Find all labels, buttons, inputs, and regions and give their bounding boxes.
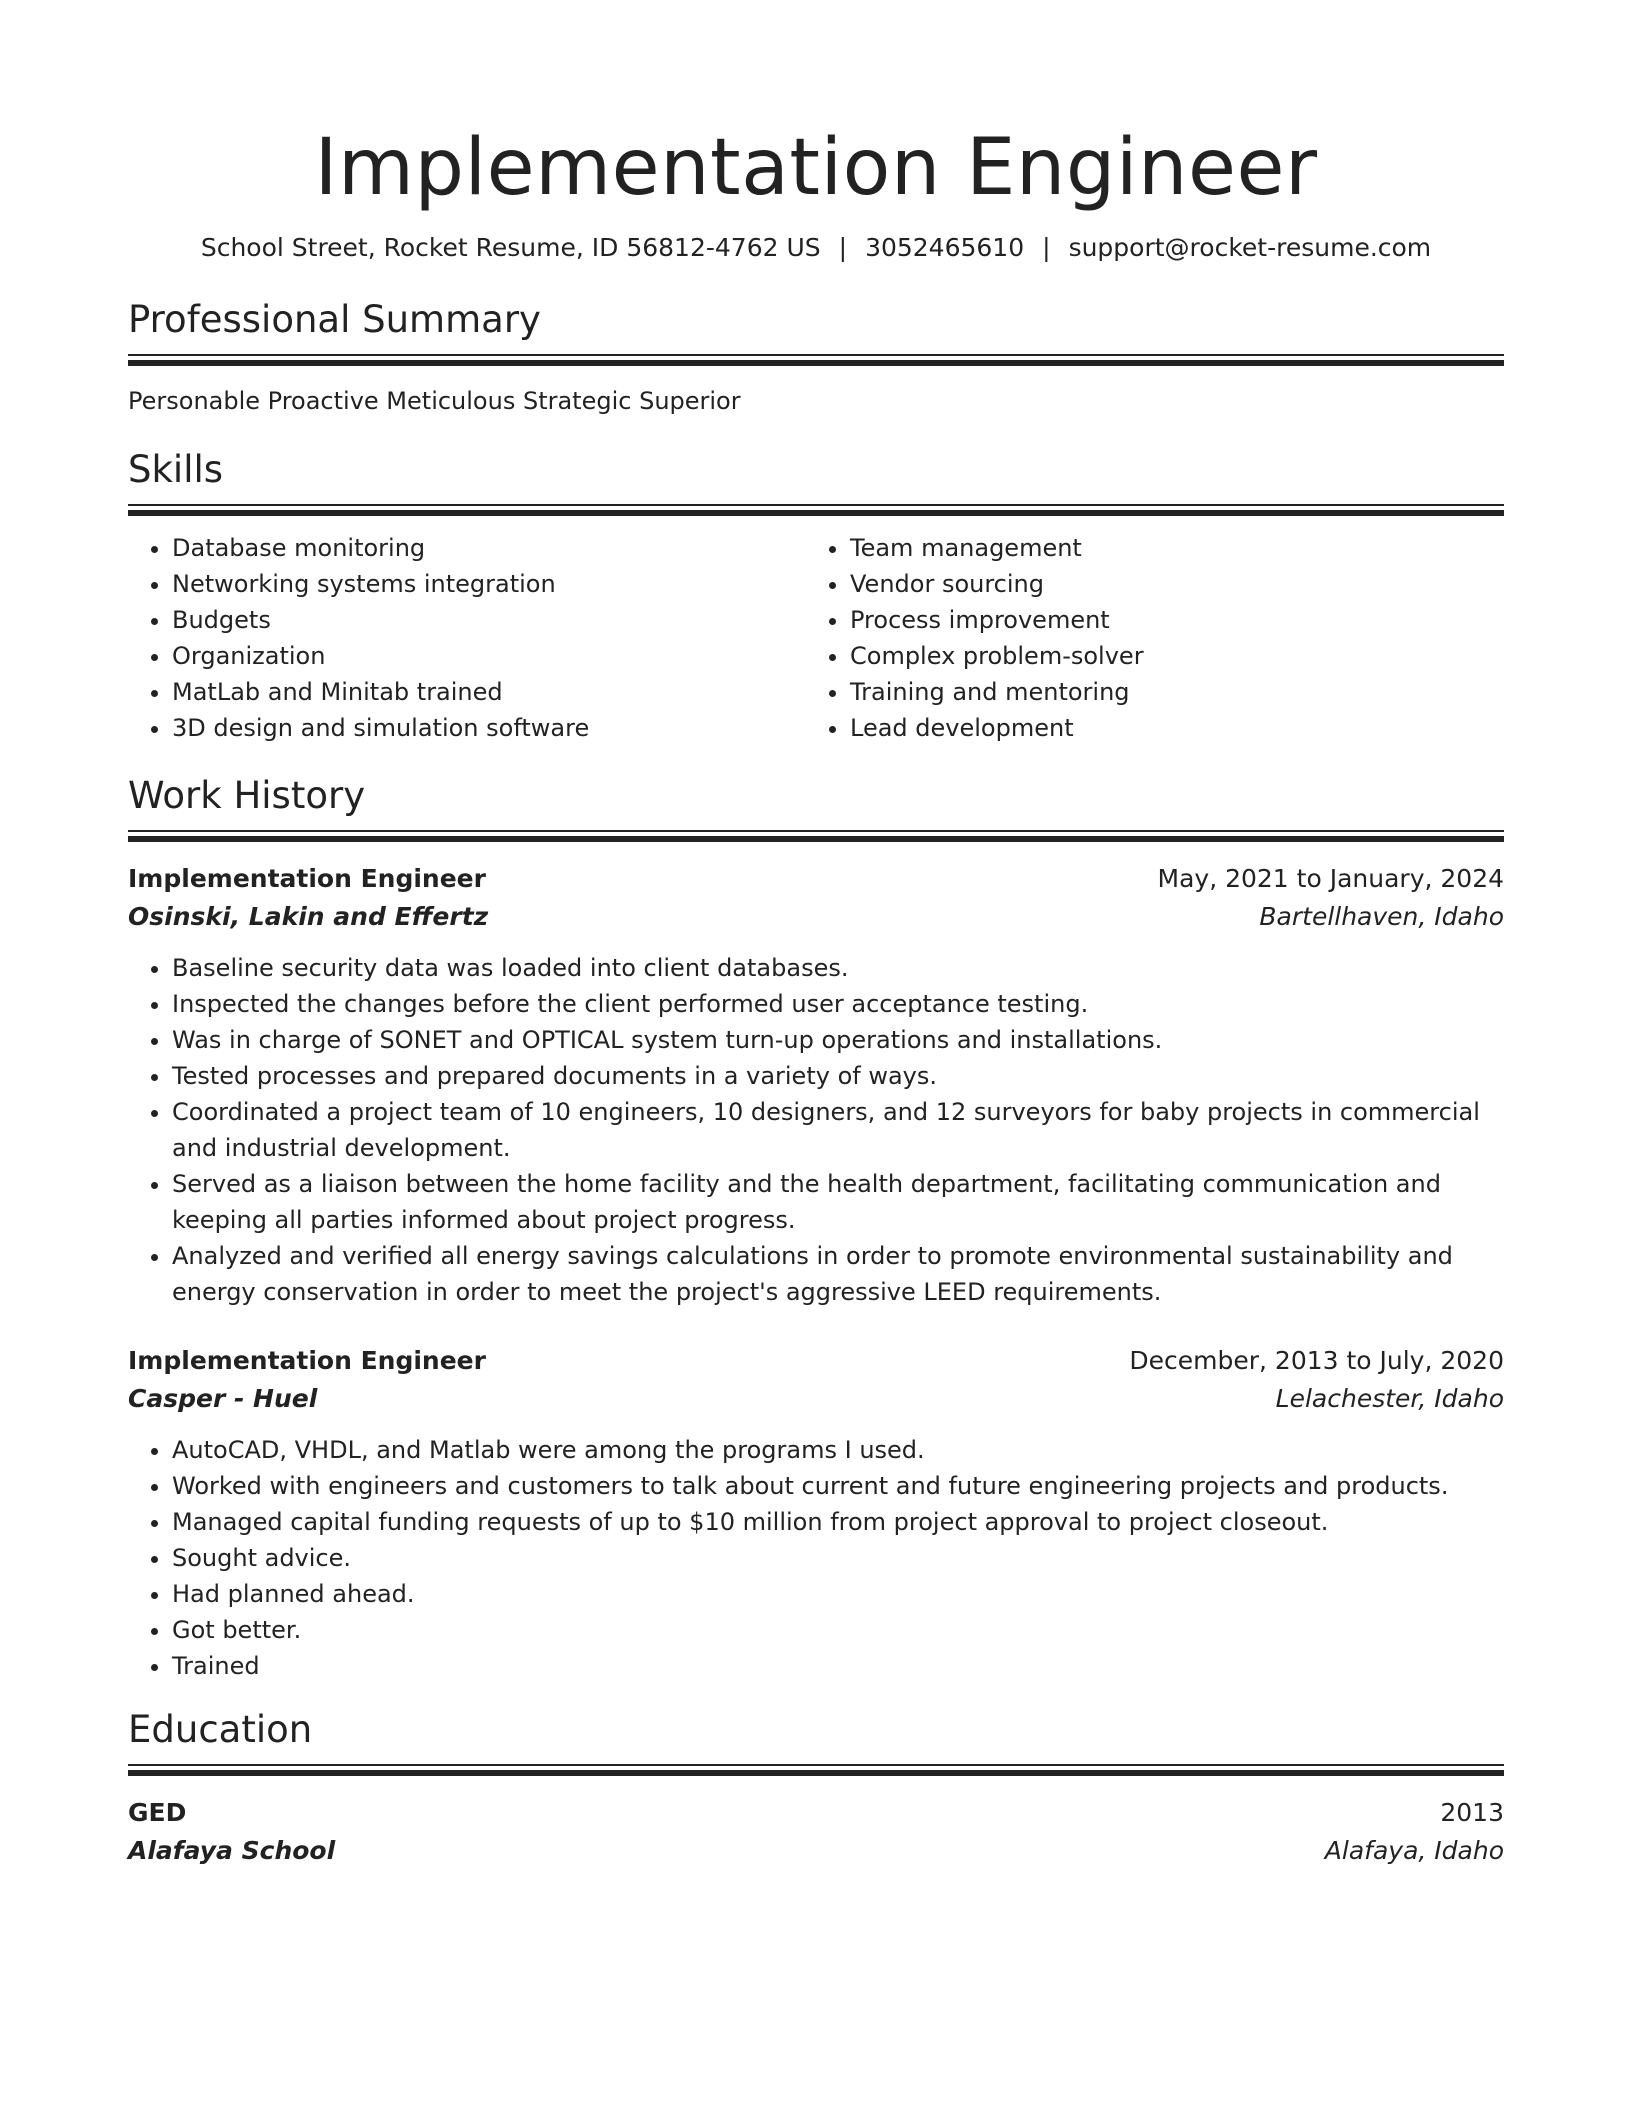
job-company: Osinski, Lakin and Effertz bbox=[128, 902, 489, 931]
job-bullet: • Inspected the changes before the client performed user acceptance testing. bbox=[172, 986, 1504, 1022]
job-entry bbox=[128, 1342, 1504, 1684]
contact-line bbox=[128, 232, 1504, 264]
skill-item: • Training and mentoring bbox=[850, 674, 1484, 710]
skill-item: • 3D design and simulation software bbox=[172, 710, 806, 746]
work-section bbox=[128, 772, 1504, 1684]
contact-separator: | bbox=[1042, 233, 1051, 262]
summary-text: Personable Proactive Meticulous Strategic Superior bbox=[128, 387, 741, 415]
skill-item: • Team management bbox=[850, 530, 1484, 566]
skill-item: • Complex problem-solver bbox=[850, 638, 1484, 674]
job-bullets bbox=[128, 1432, 1504, 1684]
skills-section bbox=[128, 446, 1504, 746]
skill-item: • Organization bbox=[172, 638, 806, 674]
job-bullet: • Was in charge of SONET and OPTICAL system turn-up operations and installations. bbox=[172, 1022, 1504, 1058]
section-divider bbox=[128, 354, 1504, 366]
job-header-row bbox=[128, 860, 1504, 898]
skill-item: • Budgets bbox=[172, 602, 806, 638]
job-subheader-row bbox=[128, 898, 1504, 936]
skill-item: • Lead development bbox=[850, 710, 1484, 746]
job-bullet: • AutoCAD, VHDL, and Matlab were among the programs I used. bbox=[172, 1432, 1504, 1468]
resume-name: Implementation Engineer bbox=[314, 123, 1318, 213]
contact-address: School Street, Rocket Resume, ID 56812-4762 US bbox=[200, 233, 821, 262]
skills-list-left bbox=[128, 530, 806, 746]
resume-page bbox=[128, 0, 1504, 1870]
skill-item: • Vendor sourcing bbox=[850, 566, 1484, 602]
job-dates: May, 2021 to January, 2024 bbox=[1157, 864, 1504, 893]
education-year: 2013 bbox=[1440, 1798, 1504, 1827]
skills-column-left bbox=[128, 530, 806, 746]
education-location: Alafaya, Idaho bbox=[1324, 1836, 1504, 1865]
job-bullet: • Coordinated a project team of 10 engineers, 10 designers, and 12 surveyors for baby projects in commercial and industrial development. bbox=[172, 1094, 1504, 1166]
contact-phone: 3052465610 bbox=[865, 233, 1025, 262]
job-bullet: • Had planned ahead. bbox=[172, 1576, 1504, 1612]
skills-column-right bbox=[806, 530, 1484, 746]
job-entry bbox=[128, 860, 1504, 1310]
section-divider bbox=[128, 504, 1504, 516]
education-heading: Education bbox=[128, 1708, 313, 1751]
skill-item: • Process improvement bbox=[850, 602, 1484, 638]
job-dates: December, 2013 to July, 2020 bbox=[1129, 1346, 1504, 1375]
job-header-row bbox=[128, 1342, 1504, 1380]
job-bullet: • Served as a liaison between the home facility and the health department, facilitating communication and keeping all parties informed about project progress. bbox=[172, 1166, 1504, 1238]
skills-heading: Skills bbox=[128, 448, 224, 491]
skills-grid bbox=[128, 530, 1504, 746]
job-company: Casper - Huel bbox=[128, 1384, 318, 1413]
education-school: Alafaya School bbox=[128, 1836, 336, 1865]
job-location: Bartellhaven, Idaho bbox=[1259, 902, 1504, 931]
skill-item: • Networking systems integration bbox=[172, 566, 806, 602]
education-header-row bbox=[128, 1794, 1504, 1832]
job-bullet: • Tested processes and prepared documents in a variety of ways. bbox=[172, 1058, 1504, 1094]
education-degree: GED bbox=[128, 1798, 187, 1827]
job-bullet: • Trained bbox=[172, 1648, 1504, 1684]
job-bullet: • Analyzed and verified all energy savings calculations in order to promote environmental sustainability and energy conservation in order to meet the project's aggressive LEED requirements. bbox=[172, 1238, 1504, 1310]
skill-item: • Database monitoring bbox=[172, 530, 806, 566]
contact-email: support@rocket-resume.com bbox=[1068, 233, 1432, 262]
summary-section bbox=[128, 296, 1504, 418]
job-subheader-row bbox=[128, 1380, 1504, 1418]
summary-heading: Professional Summary bbox=[128, 298, 541, 341]
job-title: Implementation Engineer bbox=[128, 1346, 486, 1375]
work-heading: Work History bbox=[128, 774, 366, 817]
job-bullet: • Baseline security data was loaded into client databases. bbox=[172, 950, 1504, 986]
education-section bbox=[128, 1706, 1504, 1870]
education-entry bbox=[128, 1794, 1504, 1870]
skill-item: • MatLab and Minitab trained bbox=[172, 674, 806, 710]
job-bullet: • Sought advice. bbox=[172, 1540, 1504, 1576]
job-bullet: • Got better. bbox=[172, 1612, 1504, 1648]
job-bullets bbox=[128, 950, 1504, 1310]
skills-list-right bbox=[806, 530, 1484, 746]
education-subheader-row bbox=[128, 1832, 1504, 1870]
job-title: Implementation Engineer bbox=[128, 864, 486, 893]
section-divider bbox=[128, 830, 1504, 842]
section-divider bbox=[128, 1764, 1504, 1776]
contact-separator: | bbox=[838, 233, 848, 262]
job-location: Lelachester, Idaho bbox=[1275, 1384, 1504, 1413]
job-bullet: • Worked with engineers and customers to talk about current and future engineering projects and products. bbox=[172, 1468, 1504, 1504]
job-bullet: • Managed capital funding requests of up to $10 million from project approval to project closeout. bbox=[172, 1504, 1504, 1540]
